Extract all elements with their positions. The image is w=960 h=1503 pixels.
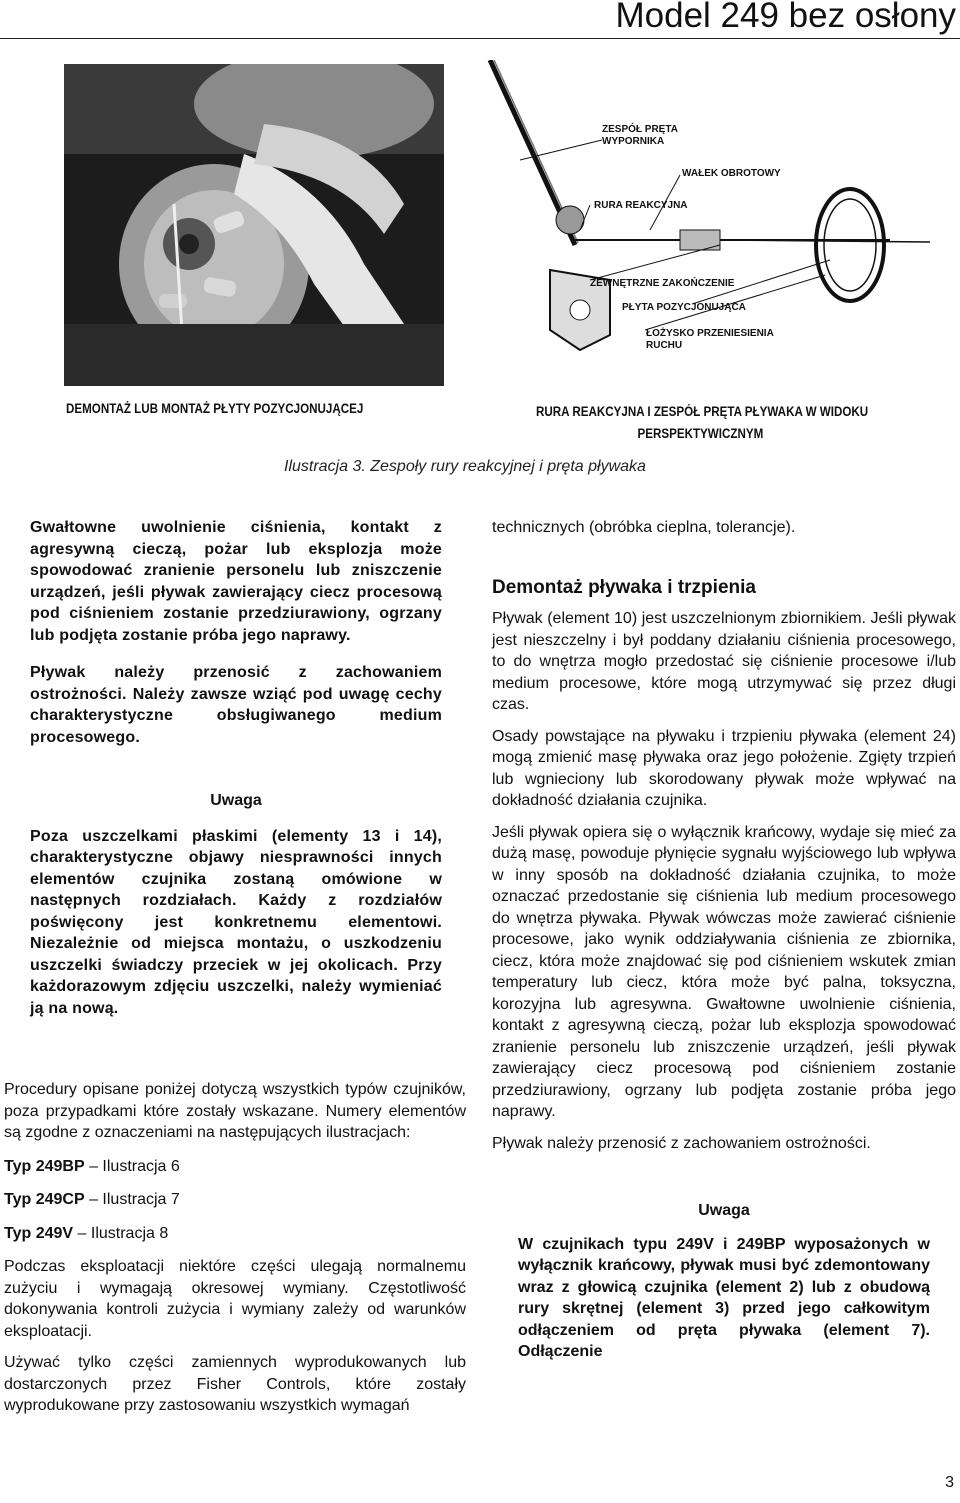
type-reference-249bp: [4, 1156, 466, 1178]
exploded-view-diagram: [470, 60, 950, 380]
diagram-label-bearing: ŁOŻYSKO PRZENIESIENIA: [646, 328, 774, 339]
type-reference-249cp: [4, 1189, 466, 1211]
right-caption-line2: PERSPEKTYWICZNYM: [637, 426, 764, 441]
type-code: Typ 249CP: [4, 1191, 85, 1208]
type-ref: – Ilustracja 8: [73, 1224, 169, 1242]
paragraph-spare-parts: Używać tylko części zamiennych wyprodukowanych lub dostarczonych przez Fisher Controls, które zostały wyprodukowane przy zastosowaniu wszystkich wymagań: [4, 1354, 466, 1414]
diagram-label-torque-tube: RURA REAKCYJNA: [594, 200, 688, 211]
note-heading-right: Uwaga: [698, 1202, 750, 1219]
page-title: Model 249 bez osłony: [615, 0, 956, 35]
left-figure-caption: DEMONTAŻ LUB MONTAŻ PŁYTY POZYCJONUJĄCEJ: [66, 401, 364, 416]
note-heading: Uwaga: [210, 792, 262, 809]
photo-positioning-plate: [64, 64, 444, 386]
paragraph-float-2: Osady powstające na pływaku i trzpieniu pływaka (element 24) mogą zmienić masę pływaka oraz jego położenie. Zgięty trzpień lub wgnieciony lub skorodowany pływak może wpływać na dokładność działania czujnika.: [492, 727, 956, 809]
page-number: 3: [945, 1474, 954, 1491]
section-heading: Demontaż pływaka i trzpienia: [492, 576, 756, 598]
note-text: Poza uszczelkami płaskimi (elementy 13 i 14), charakterystyczne objawy niesprawności innych elementów czujnika zostaną omówione w następnych rozdziałach. Każdy z rozdziałów poświęcony jest konkretnemu elementowi. Niezależnie od miejsca montażu, o uszkodzeniu uszczelki świadczy przeciek w jej okolicach. Przy każdorazowym zdjęciu uszczelki, należy wymieniać ją na nową.: [30, 827, 442, 1017]
left-column: [30, 517, 442, 1035]
diagram-label-positioning-plate: PŁYTA POZYCJONUJĄCA: [622, 302, 746, 313]
figure-caption: Ilustracja 3. Zespoły rury reakcyjnej i pręta pływaka: [284, 458, 646, 475]
right-figure-caption: [536, 401, 926, 445]
paragraph-float-1: Pływak (element 10) jest uszczelnionym zbiornikiem. Jeśli pływak jest nieszczelny i był poddany działaniu ciśnienia procesowego, to do wnętrza mogło przedostać się ciśnienie procesowe i/lub medium procesowe, które mogą utrzymywać się przez długi czas.: [492, 610, 956, 713]
note-text-right: W czujnikach typu 249V i 249BP wyposażonych w wyłącznik krańcowy, pływak musi być zdemontowany wraz z głowicą czujnika (element 2) lub z obudową rury skrętnej (element 3) przed jego całkowitym odłączeniem od pręta pływaka (element 7). Odłączenie: [518, 1235, 930, 1360]
left-column-lower: [4, 1079, 466, 1427]
type-code: Typ 249BP: [4, 1157, 85, 1175]
paragraph-wear: Podczas eksploatacji niektóre części ulegają normalnemu zużyciu i wymagają okresowej wymiany. Częstotliwość dokonywania kontroli zużycia i wymiany zależy od warunków eksploatacji.: [4, 1258, 466, 1340]
header-divider: [0, 38, 960, 39]
diagram-label-rod-assembly: ZESPÓŁ PRĘTA: [602, 124, 678, 135]
paragraph-continued: technicznych (obróbka cieplna, tolerancje).: [492, 519, 796, 536]
diagram-label-rod-assembly-2: WYPORNIKA: [602, 136, 665, 147]
warning-text-1: Gwałtowne uwolnienie ciśnienia, kontakt z agresywną cieczą, pożar lub eksplozja może spowodować zranienie personelu lub zniszczenie urządzeń, jeśli pływak zawierający ciecz procesową pod ciśnieniem zostanie przedziurawiony, ogrzany lub podjęta zostanie próba jego naprawy.: [30, 519, 442, 644]
diagram-label-outer-end: ZEWNĘTRZNE ZAKOŃCZENIE: [590, 278, 735, 289]
type-ref: – Ilustracja 7: [84, 1191, 180, 1208]
type-reference-249v: [4, 1223, 466, 1245]
paragraph-float-4: Pływak należy przenosić z zachowaniem ostrożności.: [492, 1134, 871, 1152]
right-caption-line1: RURA REAKCYJNA I ZESPÓŁ PRĘTA PŁYWAKA W WIDOKU: [536, 404, 869, 419]
paragraph-float-3: Jeśli pływak opiera się o wyłącznik krańcowy, wydaje się mieć za dużą masę, powoduje płynięcie sygnału wyjściowego lub wpływa w inny sposób na dokładność działania czujnika, to może oznaczać przedostanie się ciśnienia lub medium procesowego do wnętrza pływaka. Pływak wówczas może zawierać ciśnienie procesowe, jako wynik oddziaływania ciśnienia ze zbiornika, ciecz, która może znajdować się pod ciśnieniem wskutek zmian temperatury lub ciecz, która może być palna, toksyczna, korozyjna lub agresywna. Gwałtowne uwolnienie ciśnienia, kontakt z agresywną cieczą, pożar lub eksplozja spowodować zranienie personelu lub zniszczenie urządzeń, jeśli pływak zawierający ciecz procesową pod ciśnieniem zostanie przedziurawiony, ogrzany lub podjęta zostanie próba jego naprawy.: [492, 823, 956, 1120]
right-column: [492, 517, 956, 1363]
paragraph-procedures: Procedury opisane poniżej dotyczą wszystkich typów czujników, poza przypadkami które zostały wskazane. Numery elementów są zgodne z oznaczeniami na następujących ilustracjach:: [4, 1081, 466, 1141]
diagram-label-bearing-2: RUCHU: [646, 340, 683, 351]
diagram-label-rotary-shaft: WAŁEK OBROTOWY: [682, 168, 781, 179]
type-ref: – Ilustracja 6: [84, 1157, 180, 1175]
warning-text-2: Pływak należy przenosić z zachowaniem ostrożności. Należy zawsze wziąć pod uwagę cechy charakterystyczne obsługiwanego medium procesowego.: [30, 664, 442, 746]
type-code: Typ 249V: [4, 1224, 74, 1242]
